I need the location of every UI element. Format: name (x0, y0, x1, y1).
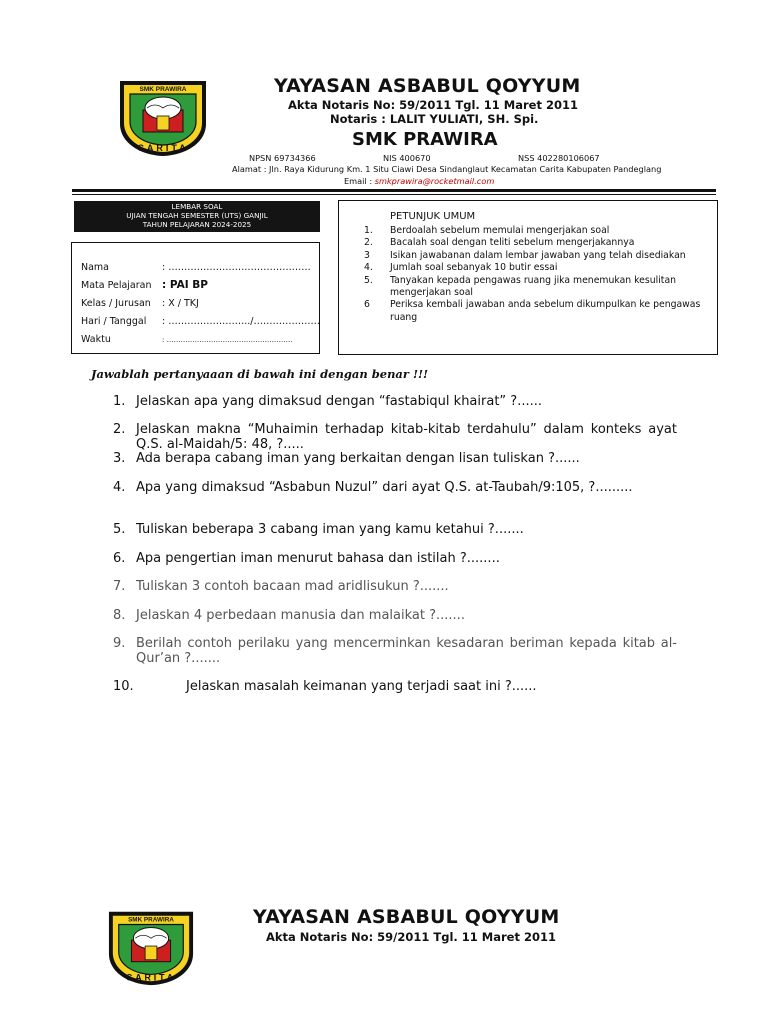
instruction-number: 6 (364, 299, 370, 311)
question-item (113, 609, 677, 624)
nis: NIS 400670 (383, 153, 431, 163)
logo-top-text: SMK PRAWIRA (128, 916, 174, 924)
question-item (113, 523, 677, 538)
question-text: Tuliskan beberapa 3 cabang iman yang kamu ketahui ?....... (136, 522, 524, 537)
question-number: 1. (113, 394, 126, 409)
school-logo-emblem (117, 78, 209, 158)
question-number: 9. (113, 636, 126, 651)
question-number: 3. (113, 451, 126, 466)
instruction-number: 4. (364, 262, 373, 274)
question-item (113, 481, 677, 496)
school-address: Alamat : Jln. Raya Kidurung Km. 1 Situ Ciawi Desa Sindanglaut Kecamatan Carita Kabupaten Pandeglang (232, 164, 662, 174)
instruction-item (364, 299, 710, 324)
answer-instruction: Jawablah pertanyaaan di bawah ini dengan benar !!! (91, 367, 429, 381)
student-identity-box (71, 242, 320, 354)
question-number: 5. (113, 522, 126, 537)
waktu-field[interactable]: : ……………………………………………… (162, 336, 293, 344)
instructions-list (364, 225, 710, 324)
question-item (113, 580, 677, 595)
email-line (344, 176, 494, 186)
question-number: 2. (113, 422, 126, 437)
school-name: SMK PRAWIRA (352, 129, 498, 150)
instruction-item (364, 275, 710, 300)
question-text: Tuliskan 3 contoh bacaan mad aridlisukun ?....... (136, 579, 449, 594)
school-logo-footer (106, 908, 196, 988)
question-item (113, 423, 677, 452)
question-text: Ada berapa cabang iman yang berkaitan dengan lisan tuliskan ?...... (136, 451, 580, 466)
question-text: Berilah contoh perilaku yang mencerminkan kesadaran beriman kepada kitab al-Qur’an ?....... (136, 636, 677, 666)
question-text: Apa pengertian iman menurut bahasa dan istilah ?........ (136, 551, 500, 566)
mapel-label: Mata Pelajaran (81, 280, 152, 291)
question-text: Jelaskan apa yang dimaksud dengan “fastabiqul khairat” ?...... (136, 394, 542, 409)
instruction-item (364, 225, 710, 237)
question-number: 6. (113, 551, 126, 566)
instruction-number: 5. (364, 274, 373, 286)
question-text: Jelaskan 4 perbedaan manusia dan malaikat ?....... (136, 608, 465, 623)
kelas-value: : X / TKJ (162, 298, 199, 309)
kelas-label: Kelas / Jurusan (81, 298, 151, 309)
question-item (113, 395, 677, 410)
email-label: Email : (344, 176, 375, 186)
question-number: 8. (113, 608, 126, 623)
school-logo (117, 78, 209, 158)
instruction-item (364, 237, 710, 249)
instruction-text: Bacalah soal dengan teliti sebelum mengerjakannya (390, 237, 635, 249)
instructions-title: PETUNJUK UMUM (390, 211, 476, 222)
instruction-number: 3 (364, 249, 370, 261)
instruction-number: 1. (364, 225, 373, 236)
school-logo-emblem-footer (106, 908, 196, 988)
banner-line-1: LEMBAR SOAL (171, 202, 223, 211)
email-link[interactable]: smkprawira@rocketmail.com (374, 176, 495, 186)
foundation-title: YAYASAN ASBABUL QOYYUM (274, 75, 581, 97)
instruction-text: Berdoalah sebelum memulai mengerjakan soal (390, 225, 610, 236)
notaris-name: Notaris : LALIT YULIATI, SH. Spi. (330, 112, 539, 126)
question-item (113, 637, 677, 666)
akta-notaris: Akta Notaris No: 59/2011 Tgl. 11 Maret 2011 (288, 98, 578, 112)
akta-notaris-footer: Akta Notaris No: 59/2011 Tgl. 11 Maret 2011 (266, 930, 556, 944)
instruction-text: Periksa kembali jawaban anda sebelum dikumpulkan ke pengawas ruang (390, 299, 701, 323)
nss: NSS 402280106067 (518, 153, 600, 163)
logo-top-text: SMK PRAWIRA (139, 86, 187, 93)
question-number: 4. (113, 480, 126, 495)
instruction-item (364, 250, 710, 262)
instruction-text: Tanyakan kepada pengawas ruang jika menemukan kesulitan mengerjakan soal (390, 274, 677, 299)
question-item (113, 552, 677, 567)
question-text: Apa yang dimaksud “Asbabun Nuzul” dari ayat Q.S. at-Taubah/9:105, ?......... (136, 480, 633, 495)
question-text: Jelaskan masalah keimanan yang terjadi saat ini ?...... (186, 679, 537, 694)
question-text: Jelaskan makna “Muhaimin terhadap kitab-kitab terdahulu” dalam konteks ayat Q.S. al-Maidah/5: 48, ?..... (136, 422, 677, 452)
logo-bottom-text: CARITA (125, 972, 177, 983)
question-number: 10. (113, 679, 134, 694)
nama-label: Nama (81, 262, 110, 273)
nama-field[interactable]: : ……………………………………… (162, 262, 311, 273)
instruction-item (364, 262, 710, 274)
question-item (113, 452, 677, 467)
hari-label: Hari / Tanggal (81, 316, 147, 327)
hari-field[interactable]: : ……………………../………………… (162, 316, 320, 327)
npsn: NPSN 69734366 (249, 153, 316, 163)
logo-bottom-text: CARITA (137, 143, 189, 153)
waktu-label: Waktu (81, 334, 111, 345)
general-instructions-box (338, 200, 718, 355)
instruction-number: 2. (364, 237, 373, 249)
header-rule-thick (72, 189, 716, 192)
foundation-title-footer: YAYASAN ASBABUL QOYYUM (253, 906, 560, 928)
mapel-value: : PAI BP (162, 279, 208, 291)
instruction-text: Isikan jawabanan dalam lembar jawaban yang telah disediakan (390, 249, 686, 261)
header-rule-thin (72, 194, 716, 195)
instruction-text: Jumlah soal sebanyak 10 butir essai (390, 262, 558, 274)
banner-line-3: TAHUN PELAJARAN 2024-2025 (142, 220, 252, 229)
question-number: 7. (113, 579, 126, 594)
banner-line-2: UJIAN TENGAH SEMESTER (UTS) GANJIL (126, 211, 268, 220)
exam-banner (74, 201, 320, 232)
